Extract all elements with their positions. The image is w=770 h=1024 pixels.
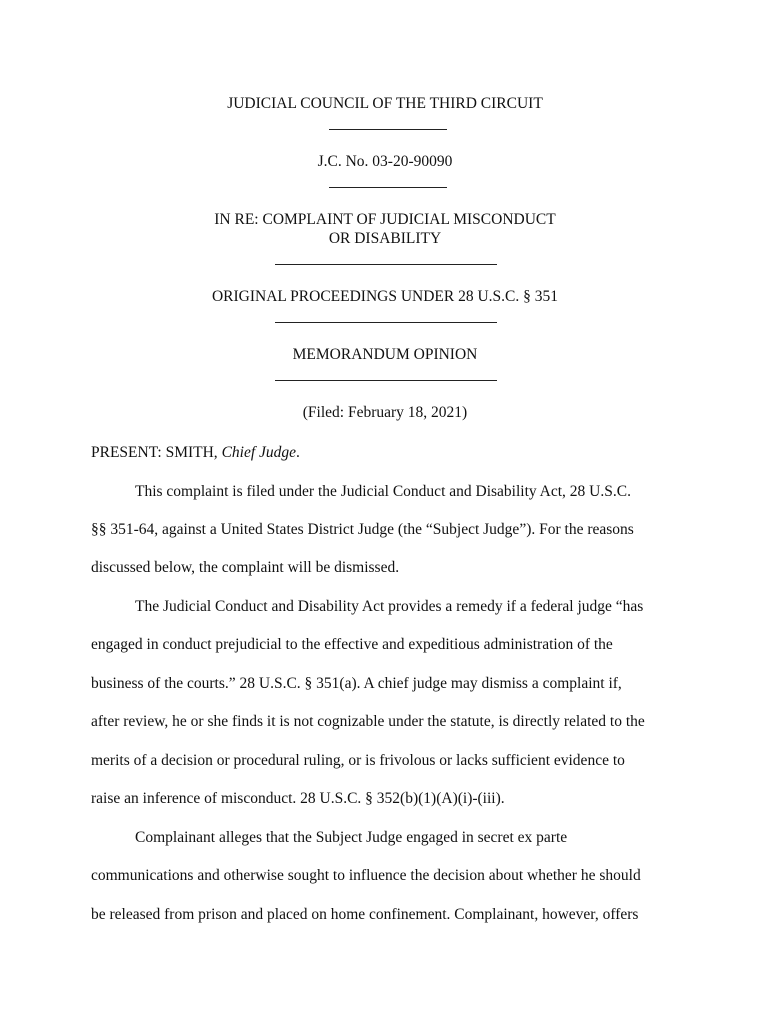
present-prefix: PRESENT: SMITH, (91, 444, 222, 461)
body-line: §§ 351-64, against a United States District Judge (the “Subject Judge”). For the reasons (91, 521, 634, 538)
body-line: engaged in conduct prejudicial to the effective and expeditious administration of the (91, 636, 613, 653)
caption-divider (329, 187, 447, 188)
case-number: J.C. No. 03-20-90090 (317, 153, 453, 170)
proceedings-line: ORIGINAL PROCEEDINGS UNDER 28 U.S.C. § 351 (211, 288, 559, 305)
present-line (91, 443, 300, 462)
present-suffix: . (296, 444, 300, 461)
document-type: MEMORANDUM OPINION (292, 346, 478, 363)
body-line: discussed below, the complaint will be dismissed. (91, 559, 400, 576)
filed-date: (Filed: February 18, 2021) (302, 404, 468, 421)
body-line: This complaint is filed under the Judicial Conduct and Disability Act, 28 U.S.C. (135, 483, 631, 500)
court-name: JUDICIAL COUNCIL OF THE THIRD CIRCUIT (227, 95, 543, 112)
body-line: be released from prison and placed on home confinement. Complainant, however, offers (91, 906, 639, 923)
caption-divider (275, 380, 497, 381)
caption-divider (275, 264, 497, 265)
body-line: raise an inference of misconduct. 28 U.S.C. § 352(b)(1)(A)(i)-(iii). (91, 790, 505, 807)
case-title-line2: OR DISABILITY (328, 230, 442, 247)
present-title: Chief Judge (221, 444, 297, 461)
body-line: merits of a decision or procedural ruling, or is frivolous or lacks sufficient evidence to (91, 752, 625, 769)
body-line: The Judicial Conduct and Disability Act provides a remedy if a federal judge “has (135, 598, 644, 615)
body-line: business of the courts.” 28 U.S.C. § 351(a). A chief judge may dismiss a complaint if, (91, 675, 622, 692)
body-line: after review, he or she finds it is not cognizable under the statute, is directly related to the (91, 713, 645, 730)
caption-divider (329, 129, 447, 130)
body-line: communications and otherwise sought to influence the decision about whether he should (91, 867, 641, 884)
caption-divider (275, 322, 497, 323)
case-title-line1: IN RE: COMPLAINT OF JUDICIAL MISCONDUCT (214, 211, 556, 228)
body-line: Complainant alleges that the Subject Judge engaged in secret ex parte (135, 829, 568, 846)
